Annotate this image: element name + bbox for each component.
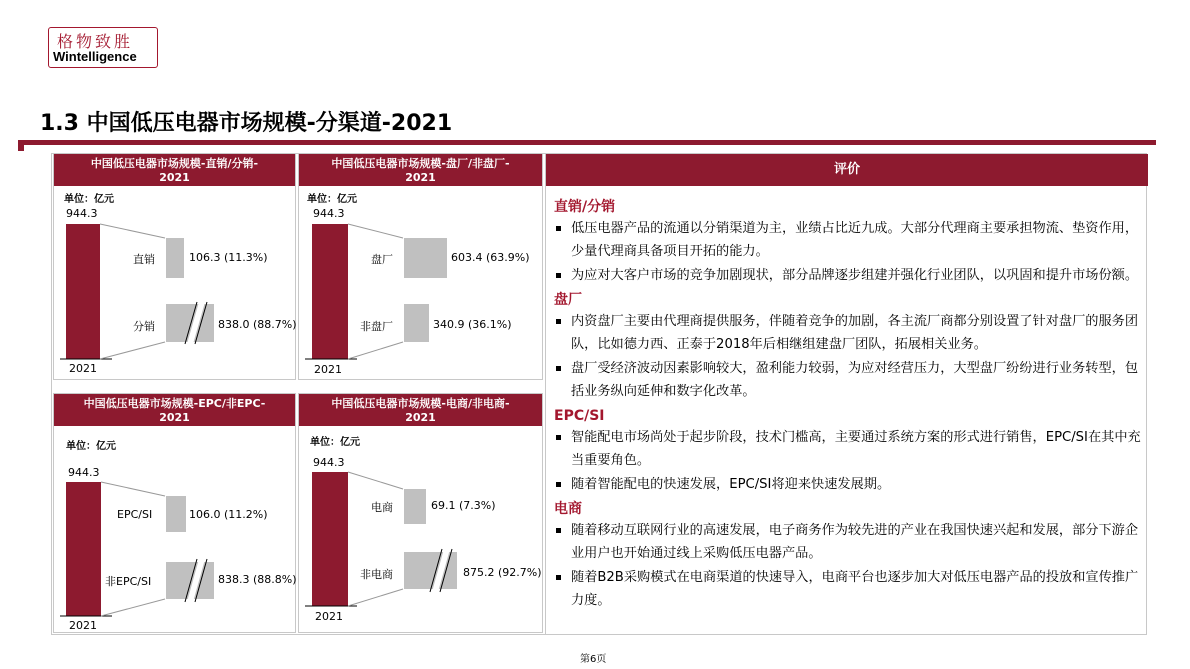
bullet-point: 智能配电市场尚处于起步阶段，技术门槛高，主要通过系统方案的形式进行销售，EPC/SI在其中充当重要角色。 (554, 426, 1142, 472)
connector-line (348, 472, 403, 489)
chart-heading-line1: 中国低压电器市场规模-直销/分销- (90, 157, 259, 170)
section-title-direct-distribution: 直销/分销 (554, 199, 616, 215)
section-title-panelbuilder: 盘厂 (554, 292, 582, 308)
chart-panel-heading (54, 154, 295, 186)
segment-bar-2 (404, 552, 457, 589)
title-divider (18, 140, 1156, 145)
chart-year-label: 2021 (315, 610, 343, 623)
chart-total-label: 944.3 (313, 456, 345, 469)
connector-line (348, 342, 403, 359)
bullet-point: 随着B2B采购模式在电商渠道的快速导入，电商平台也逐步加大对低压电器产品的投放和宣传推广力度。 (554, 566, 1142, 612)
waterfall-chart-4 (305, 470, 545, 620)
segment-bar-1 (166, 496, 186, 532)
logo-chinese-text: 格物致胜 (57, 32, 134, 51)
bullet-point: 为应对大客户市场的竞争加剧现状，部分品牌逐步组建并强化行业团队，以巩固和提升市场份额。 (554, 264, 1142, 287)
segment-2-label: 非EPC/SI (105, 575, 152, 588)
chart-unit-label: 单位：亿元 (66, 441, 116, 452)
chart-total-label: 944.3 (313, 207, 345, 220)
connector-line (101, 599, 165, 616)
chart-heading-line2: 2021 (159, 411, 190, 424)
segment-1-value: 69.1 (7.3%) (431, 499, 496, 512)
chart-heading-line1: 中国低压电器市场规模-盘厂/非盘厂- (331, 157, 510, 170)
chart-total-label: 944.3 (68, 466, 100, 479)
review-heading: 评价 (546, 154, 1148, 186)
title-divider-marker (18, 145, 24, 151)
bullet-point: 随着移动互联网行业的高速发展，电子商务作为较先进的产业在我国快速兴起和发展，部分下游企业用户也开始通过线上采购低压电器产品。 (554, 519, 1142, 565)
chart-panel-heading (299, 154, 542, 186)
segment-bar-1 (166, 238, 184, 278)
chart-panel-heading (299, 394, 542, 426)
chart-year-label: 2021 (69, 362, 97, 375)
logo (48, 27, 158, 68)
segment-1-label: EPC/SI (117, 508, 153, 521)
chart-year-label: 2021 (314, 363, 342, 376)
segment-bar-1 (404, 238, 447, 278)
total-bar (66, 224, 100, 359)
page-number: 第6页 (580, 654, 607, 665)
segment-1-label: 电商 (371, 501, 393, 514)
segment-2-value: 838.3 (88.8%) (218, 573, 297, 586)
chart-unit-label: 单位：亿元 (310, 437, 360, 448)
connector-line (348, 589, 403, 606)
chart-heading-line2: 2021 (405, 171, 436, 184)
segment-1-label: 盘厂 (371, 253, 393, 266)
total-bar (312, 224, 348, 359)
segment-1-value: 603.4 (63.9%) (451, 251, 530, 264)
segment-2-label: 非电商 (360, 568, 393, 581)
bullet-point: 随着智能配电的快速发展，EPC/SI将迎来快速发展期。 (554, 473, 1142, 496)
segment-1-value: 106.3 (11.3%) (189, 251, 268, 264)
connector-line (348, 224, 403, 238)
connector-line (100, 224, 165, 238)
review-body (554, 194, 1142, 613)
segment-2-label: 分销 (133, 320, 155, 333)
page-title: 1.3 中国低压电器市场规模-分渠道-2021 (40, 111, 453, 136)
segment-bar-2 (404, 304, 429, 342)
segment-2-value: 838.0 (88.7%) (218, 318, 297, 331)
waterfall-chart-3 (60, 478, 296, 628)
waterfall-chart-2 (305, 220, 541, 370)
chart-panel-heading (54, 394, 295, 426)
bullet-point: 盘厂受经济波动因素影响较大，盈利能力较弱，为应对经营压力，大型盘厂纷纷进行业务转型，包括业务纵向延伸和数字化改革。 (554, 357, 1142, 403)
bullet-point: 内资盘厂主要由代理商提供服务，伴随着竞争的加剧，各主流厂商都分别设置了针对盘厂的服务团队，比如德力西、正泰于2018年后相继组建盘厂团队，拓展相关业务。 (554, 310, 1142, 356)
segment-1-value: 106.0 (11.2%) (189, 508, 268, 521)
waterfall-chart-1 (60, 220, 296, 370)
bullet-point: 低压电器产品的流通以分销渠道为主，业绩占比近九成。大部分代理商主要承担物流、垫资作用，少量代理商具备项目开拓的能力。 (554, 217, 1142, 263)
total-bar (66, 482, 101, 616)
chart-heading-line2: 2021 (159, 171, 190, 184)
segment-2-label: 非盘厂 (360, 320, 393, 333)
total-bar (312, 472, 348, 606)
connector-line (100, 342, 165, 359)
chart-unit-label: 单位：亿元 (64, 194, 114, 205)
segment-1-label: 直销 (133, 253, 155, 266)
segment-2-value: 340.9 (36.1%) (433, 318, 512, 331)
connector-line (101, 482, 165, 496)
section-title-epc: EPC/SI (554, 408, 605, 424)
segment-2-value: 875.2 (92.7%) (463, 566, 542, 579)
segment-bar-1 (404, 489, 426, 524)
review-panel (545, 153, 1147, 635)
chart-unit-label: 单位：亿元 (307, 194, 357, 205)
section-title-ecommerce: 电商 (554, 501, 582, 517)
chart-total-label: 944.3 (66, 207, 98, 220)
chart-year-label: 2021 (69, 619, 97, 632)
logo-english-text: Wintelligence (53, 49, 137, 64)
chart-heading-line1: 中国低压电器市场规模-电商/非电商- (331, 397, 510, 410)
chart-heading-line1: 中国低压电器市场规模-EPC/非EPC- (83, 397, 266, 410)
chart-heading-line2: 2021 (405, 411, 436, 424)
